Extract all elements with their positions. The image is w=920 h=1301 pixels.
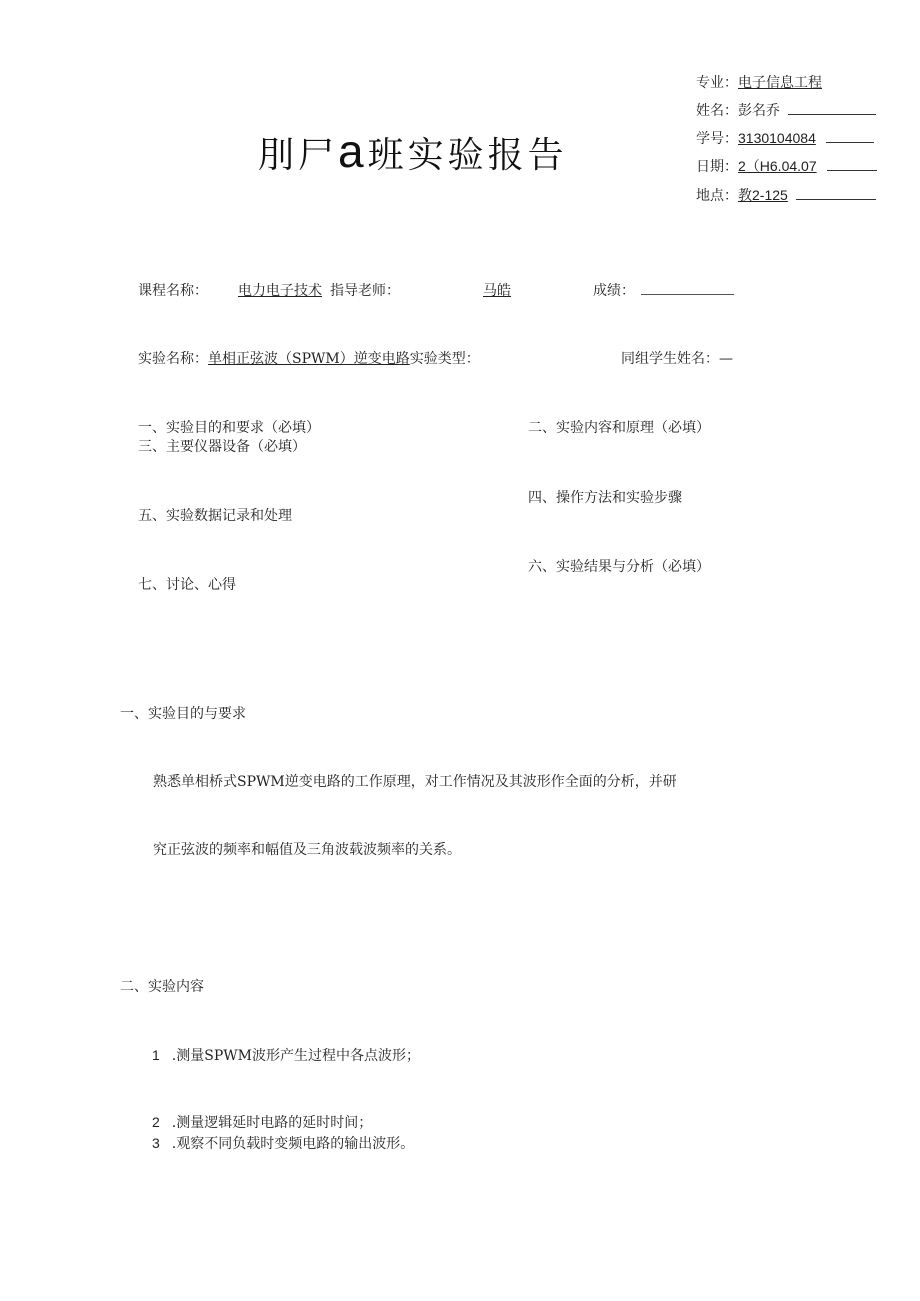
- student-id-row: 学号：3130104084: [696, 128, 874, 148]
- toc-item-5: 五、实验数据记录和处理: [138, 508, 292, 524]
- section1-paragraph-line2: 究正弦波的频率和幅值及三角波载波频率的关系。: [153, 842, 461, 858]
- teacher-label: 指导老师：: [330, 283, 400, 299]
- name-value: 彭名乔: [738, 103, 780, 119]
- date-row: 日期：2（H6.04.07: [696, 156, 877, 176]
- place-value: 教2-125: [738, 187, 788, 203]
- major-value: 电子信息工程: [738, 75, 822, 91]
- name-row: 姓名：彭名乔: [696, 100, 876, 120]
- toc-item-7: 七、讨论、心得: [138, 577, 236, 593]
- course-name-label: 课程名称：: [138, 283, 208, 299]
- toc-item-3: 三、主要仪器设备（必填）: [138, 439, 306, 455]
- teacher-value: 马皓: [483, 283, 511, 299]
- major-row: 专业：电子信息工程: [696, 75, 822, 91]
- date-value: 2（H6.04.07: [738, 158, 817, 174]
- section1-paragraph-line1: 熟悉单相桥式SPWM逆变电路的工作原理，对工作情况及其波形作全面的分析，并研: [153, 774, 677, 790]
- report-title: 刖尸a班实验报告: [258, 125, 568, 177]
- list-item: 3 .观察不同负载时变频电路的输出波形。: [152, 1135, 415, 1152]
- toc-item-6: 六、实验结果与分析（必填）: [528, 559, 710, 575]
- toc-item-1: 一、实验目的和要求（必填）: [138, 420, 320, 436]
- section2-heading: 二、实验内容: [120, 979, 204, 995]
- experiment-name-row: 实验名称：单相正弦波（SPWM）逆变电路实验类型：: [138, 351, 480, 367]
- experiment-type-label: 实验类型：: [409, 351, 480, 367]
- section1-heading: 一、实验目的与要求: [120, 706, 246, 722]
- group-members-label: 同组学生姓名：—: [621, 351, 733, 367]
- score-label: 成绩：: [593, 283, 635, 299]
- experiment-name-value: 单相正弦波（SPWM）逆变电路: [208, 351, 410, 367]
- toc-item-2: 二、实验内容和原理（必填）: [528, 420, 710, 436]
- course-name-value: 电力电子技术: [238, 283, 322, 299]
- student-id-value: 3130104084: [738, 130, 816, 146]
- list-item: 2 .测量逻辑延时电路的延时时间；: [152, 1114, 373, 1131]
- toc-item-4: 四、操作方法和实验步骤: [528, 490, 682, 506]
- score-blank-line: [641, 294, 734, 295]
- list-item: 1 .测量SPWM波形产生过程中各点波形；: [152, 1047, 420, 1064]
- place-row: 地点：教2-125: [696, 185, 876, 205]
